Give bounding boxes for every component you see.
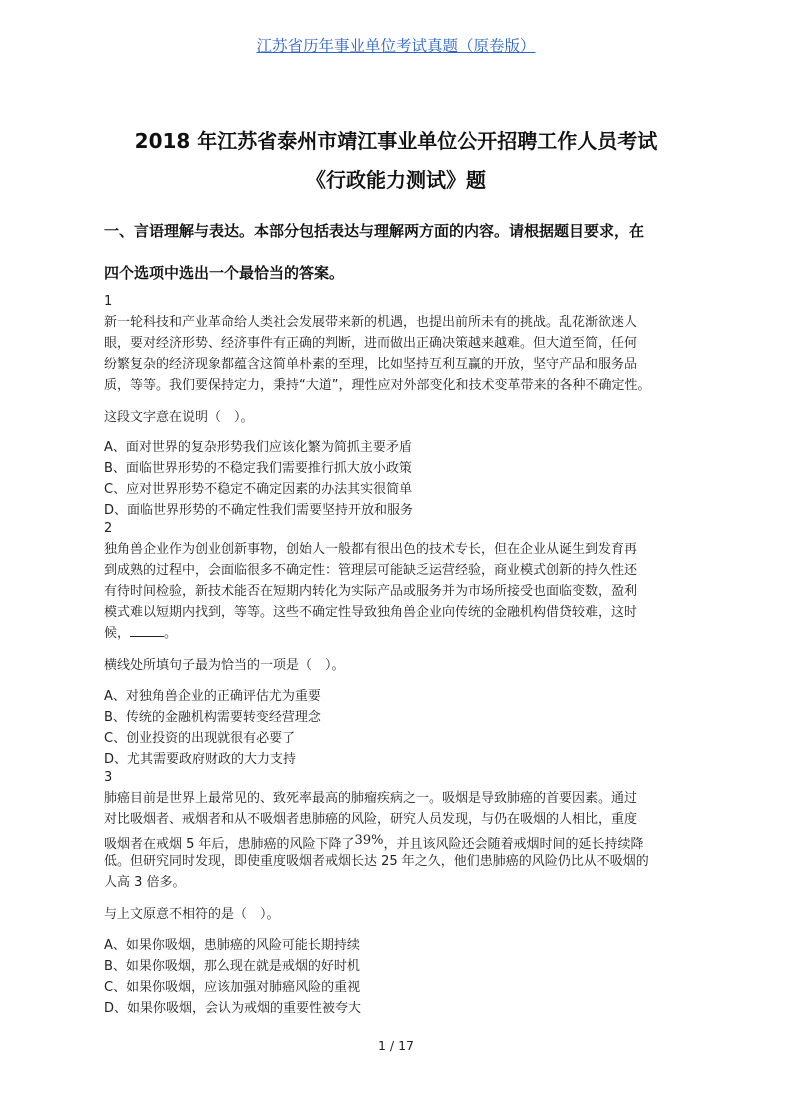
- question-1-number: 1: [104, 294, 113, 309]
- passage-line: 对比吸烟者、戒烟者和从不吸烟者患肺癌的风险，研究人员发现，与仍在吸烟的人相比，重度: [104, 812, 638, 827]
- question-3-prompt: 与上文原意不相符的是（ ）。: [104, 907, 280, 922]
- passage-line: 肺癌目前是世界上最常见的、致死率最高的肺瘤疾病之一。吸烟是导致肺癌的首要因素。通过: [104, 791, 638, 806]
- passage-line: 眼，要对经济形势、经济事件有正确的判断，进而做出正确决策越来越难。但大道至简，任何: [104, 336, 638, 351]
- passage-line: 质，等等。我们要保持定力，秉持“大道”，理性应对外部变化和技术变革带来的各种不确定性。: [104, 378, 651, 393]
- question-3-option-d: D、如果你吸烟，会认为戒烟的重要性被夸大: [104, 1001, 362, 1016]
- passage-line: 人高 3 倍多。: [104, 875, 186, 890]
- passage-line-last: [104, 623, 692, 644]
- passage-text: 。: [164, 626, 178, 641]
- question-2-prompt: 横线处所填句子最为恰当的一项是（ ）。: [104, 658, 345, 673]
- question-1-option-c: C、应对世界形势不稳定不确定因素的办法其实很简单: [104, 482, 413, 497]
- question-3-passage: [104, 788, 692, 893]
- question-1-passage: [104, 312, 692, 396]
- passage-text: 候，: [104, 626, 131, 641]
- page-title-line-1: 2018 年江苏省泰州市靖江事业单位公开招聘工作人员考试: [134, 129, 658, 153]
- question-3-number: 3: [104, 770, 113, 785]
- passage-line: 低。但研究同时发现，即使重度吸烟者戒烟长达 25 年之久，他们患肺癌的风险仍比从不吸烟的: [104, 854, 649, 869]
- passage-text: 吸烟者在戒烟 5 年后，患肺癌的风险下降了: [104, 837, 355, 852]
- question-1-option-d: D、面临世界形势的不确定性我们需要坚持开放和服务: [104, 503, 414, 518]
- question-3-option-a: A、如果你吸烟，患肺癌的风险可能长期持续: [104, 938, 360, 953]
- question-2-option-b: B、传统的金融机构需要转变经营理念: [104, 710, 321, 725]
- question-2-number: 2: [104, 521, 113, 536]
- passage-line: 纷繁复杂的经济现象都蕴含这简单朴素的至理，比如坚持互利互赢的开放，坚守产品和服务品: [104, 357, 638, 372]
- passage-text: ，并且该风险还会随着戒烟时间的延长持续降: [383, 837, 644, 852]
- page-number: 1 / 17: [377, 1038, 415, 1053]
- fill-blank: [130, 626, 164, 637]
- passage-line: 有待时间检验，新技术能否在短期内转化为实际产品或服务并为市场所接受也面临变数，盈利: [104, 584, 638, 599]
- question-2-option-a: A、对独角兽企业的正确评估尤为重要: [104, 689, 321, 704]
- passage-line: 模式难以短期内找到，等等。这些不确定性导致独角兽企业向传统的金融机构借贷较难，这时: [104, 605, 638, 620]
- passage-line: [104, 830, 692, 851]
- page-title-line-2: 《行政能力测试》题: [306, 168, 486, 192]
- passage-line: 新一轮科技和产业革命给人类社会发展带来新的机遇，也提出前所未有的挑战。乱花渐欲迷人: [104, 315, 638, 330]
- section-heading-line-1: 一、言语理解与表达。本部分包括表达与理解两方面的内容。请根据题目要求，在: [104, 222, 645, 240]
- passage-line: 独角兽企业作为创业创新事物，创始人一般都有很出色的技术专长，但在企业从诞生到发育再: [104, 542, 638, 557]
- header-link[interactable]: [0, 34, 792, 56]
- question-1-prompt: 这段文字意在说明（ ）。: [104, 410, 254, 425]
- question-1-option-b: B、面临世界形势的不稳定我们需要推行抓大放小政策: [104, 461, 412, 476]
- percent-value: 39%: [354, 833, 384, 848]
- section-heading-line-2: 四个选项中选出一个最恰当的答案。: [104, 264, 345, 282]
- question-3-option-c: C、如果你吸烟，应该加强对肺癌风险的重视: [104, 980, 361, 995]
- question-2-option-d: D、尤其需要政府财政的大力支持: [104, 752, 297, 767]
- question-1-option-a: A、面对世界的复杂形势我们应该化繁为简抓主要矛盾: [104, 440, 412, 455]
- header-link-text[interactable]: 江苏省历年事业单位考试真题（原卷版）: [256, 37, 536, 55]
- question-2-passage: [104, 539, 692, 644]
- question-2-option-c: C、创业投资的出现就很有必要了: [104, 731, 296, 746]
- passage-line: 到成熟的过程中，会面临很多不确定性：管理层可能缺乏运营经验，商业模式创新的持久性还: [104, 563, 638, 578]
- question-3-option-b: B、如果你吸烟，那么现在就是戒烟的好时机: [104, 959, 360, 974]
